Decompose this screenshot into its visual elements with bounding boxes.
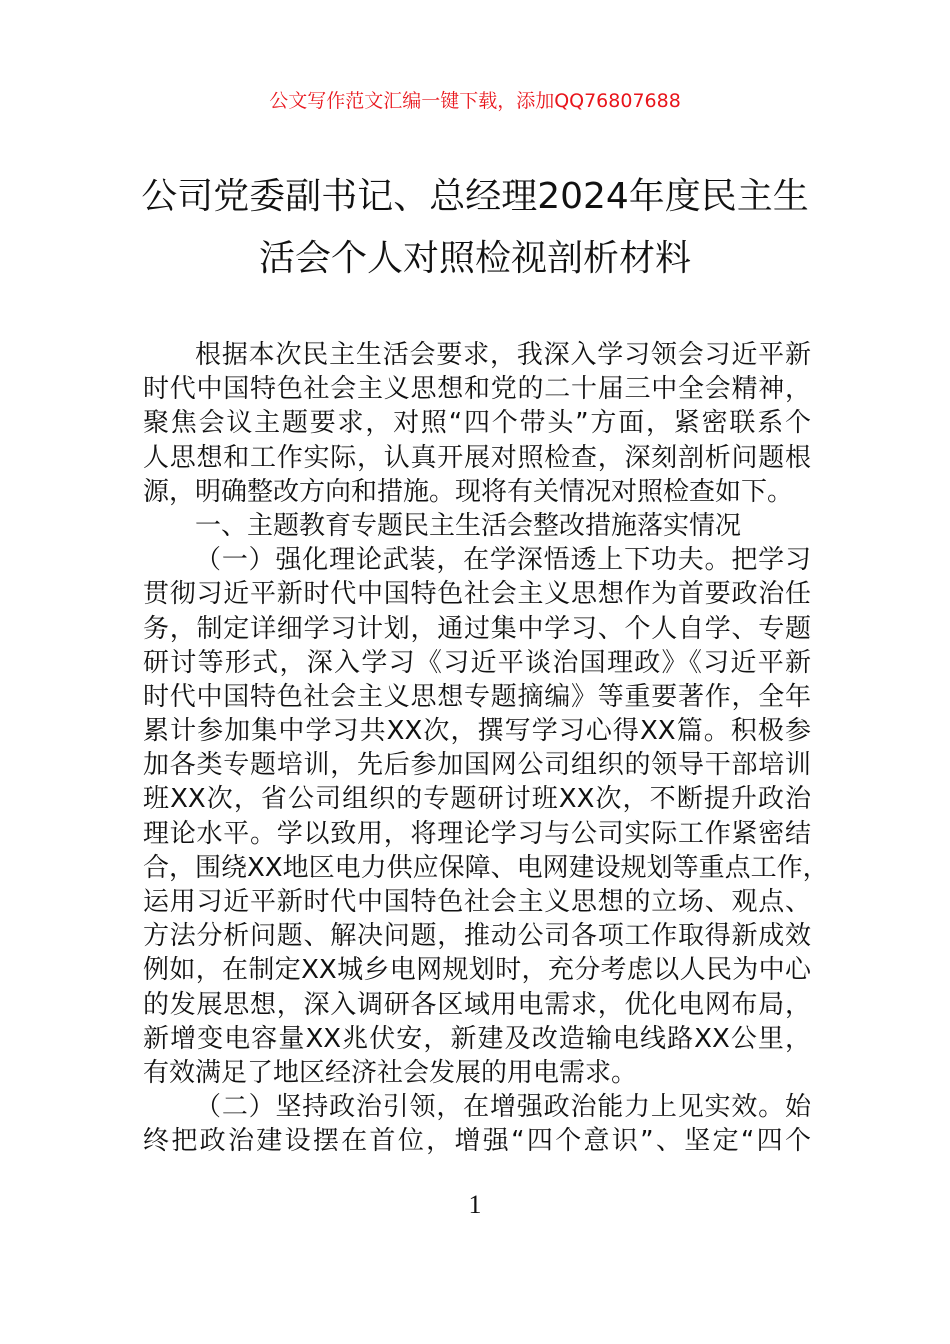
- document-title: [120, 166, 830, 290]
- paragraph-one-line: 时代中国特色社会主义思想专题摘编》等重要著作，全年: [143, 681, 811, 712]
- paragraph-one-line: 例如，在制定XX城乡电网规划时，充分考虑以人民为中心: [143, 955, 811, 986]
- paragraph-two-line: 终把政治建设摆在首位，增强“四个意识”、坚定“四个: [143, 1126, 811, 1157]
- paragraph-one-line: 研讨等形式，深入学习《习近平谈治国理政》《习近平新: [143, 647, 811, 678]
- paragraph-one-line: 的发展思想，深入调研各区域用电需求，优化电网布局，: [143, 989, 811, 1020]
- paragraph-one-line: 新增变电容量XX兆伏安，新建及改造输电线路XX公里，: [143, 1023, 811, 1054]
- paragraph-one-line: 有效满足了地区经济社会发展的用电需求。: [143, 1057, 638, 1088]
- title-line-1: 公司党委副书记、总经理2024年度民主生: [141, 176, 809, 217]
- paragraph-intro-line: 源，明确整改方向和措施。现将有关情况对照检查如下。: [143, 476, 794, 507]
- paragraph-intro-line: 时代中国特色社会主义思想和党的二十届三中全会精神，: [143, 374, 811, 405]
- document-body: [143, 338, 829, 1159]
- paragraph-one-line: 累计参加集中学习共XX次，撰写学习心得XX篇。积极参: [143, 716, 811, 747]
- paragraph-one-line: 理论水平。学以致用，将理论学习与公司实际工作紧密结: [143, 818, 811, 849]
- section-heading: 一、主题教育专题民主生活会整改措施落实情况: [195, 510, 742, 541]
- paragraph-one-line: 贯彻习近平新时代中国特色社会主义思想作为首要政治任: [143, 579, 811, 610]
- paragraph-one-line: 加各类专题培训，先后参加国网公司组织的领导干部培训: [143, 750, 811, 781]
- paragraph-one-line: 运用习近平新时代中国特色社会主义思想的立场、观点、: [143, 887, 811, 917]
- paragraph-intro-line: 人思想和工作实际，认真开展对照检查，深刻剖析问题根: [143, 442, 811, 473]
- paragraph-two-line: （二）坚持政治引领，在增强政治能力上见实效。始: [195, 1092, 811, 1123]
- paragraph-one-line: 方法分析问题、解决问题，推动公司各项工作取得新成效: [143, 921, 811, 952]
- title-line-2: 活会个人对照检视剖析材料: [258, 238, 691, 279]
- paragraph-one-line: 合，围绕XX地区电力供应保障、电网建设规划等重点工作，: [143, 852, 829, 883]
- page-number: 1: [468, 1190, 482, 1219]
- download-banner: 公文写作范文汇编一键下载，添加QQ76807688: [269, 90, 681, 112]
- paragraph-intro-line: 聚焦会议主题要求，对照“四个带头”方面，紧密联系个: [143, 408, 811, 439]
- paragraph-one-line: （一）强化理论武装，在学深悟透上下功夫。把学习: [195, 545, 811, 576]
- paragraph-intro-line: 根据本次民主生活会要求，我深入学习领会习近平新: [195, 340, 811, 370]
- paragraph-one-line: 班XX次，省公司组织的专题研讨班XX次，不断提升政治: [143, 784, 811, 815]
- paragraph-one-line: 务，制定详细学习计划，通过集中学习、个人自学、专题: [143, 613, 811, 644]
